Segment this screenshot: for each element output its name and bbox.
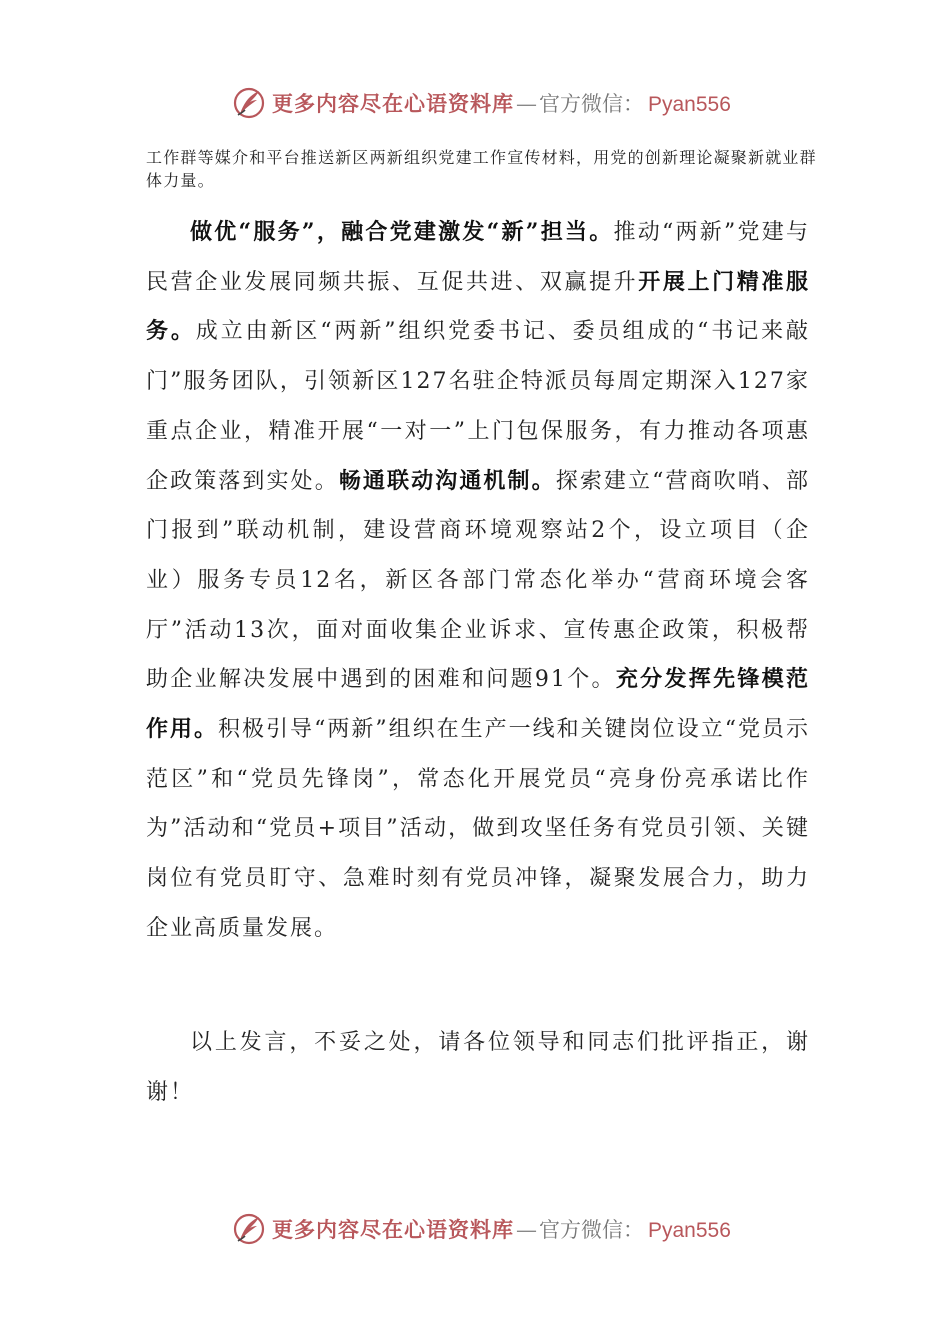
bold-phrase-2: 畅通联动沟通机制。 [338, 467, 556, 494]
watermark-id: Pyan556 [648, 93, 731, 116]
closing-paragraph: 以上发言，不妥之处，请各位领导和同志们批评指正，谢谢！ [146, 1030, 810, 1105]
watermark-dash: — [516, 92, 537, 116]
quill-logo-icon [232, 1212, 266, 1246]
main-paragraph [146, 208, 810, 954]
watermark-id: Pyan556 [648, 1219, 731, 1242]
quill-logo-icon [232, 86, 266, 120]
paragraph-heading: 做优“服务”，融合党建激发“新”担当。 [190, 219, 614, 245]
watermark-text [272, 88, 731, 118]
watermark-text [272, 1214, 731, 1244]
watermark-footer [232, 1212, 731, 1246]
watermark-side-text: 官方微信： [539, 92, 644, 116]
paragraph-sentence-2: 成立由新区“两新”组织党委书记、委员组成的“书记来敲门”服务团队，引领新区127名驻企特派员每周定期深入127家重点企业，精准开展“一对一”上门包保服务，有力推动各项惠企政策落到实处。 [146, 319, 810, 494]
paragraph-sentence-1: 推动“两新”党建与民营企业发展同频共振、互促共进、双赢提升 [146, 220, 811, 295]
watermark-main-text: 更多内容尽在心语资料库 [272, 1217, 514, 1242]
paragraph-sentence-4: 积极引导“两新”组织在生产一线和关键岗位设立“党员示范区”和“党员先锋岗”，常态化开展党员“亮身份亮承诺比作为”活动和“党员+项目”活动，做到攻坚任务有党员引领、关键岗位有党员盯守、急难时刻有党员冲锋，凝聚发展合力，助力企业高质量发展。 [146, 717, 810, 941]
service-paragraph [146, 208, 810, 954]
watermark-main-text: 更多内容尽在心语资料库 [272, 91, 514, 116]
bold-phrase-3: 充分发挥先锋模范作用。 [146, 666, 810, 743]
watermark-dash: — [516, 1218, 537, 1242]
paragraph-sentence-3: 探索建立“营商吹哨、部门报到”联动机制，建设营商环境观察站2个，设立项目（企业）服务专员12名，新区各部门常态化举办“营商环境会客厅”活动13次，面对面收集企业诉求、宣传惠企政策，积极帮助企业解决发展中遇到的困难和问题91个。 [146, 468, 810, 693]
watermark-side-text: 官方微信： [539, 1218, 644, 1242]
bold-phrase-1: 开展上门精准服务。 [146, 268, 810, 345]
continuation-text: 工作群等媒介和平台推送新区两新组织党建工作宣传材料，用党的创新理论凝聚新就业群体力量。 [146, 148, 817, 190]
watermark-header [232, 86, 731, 120]
